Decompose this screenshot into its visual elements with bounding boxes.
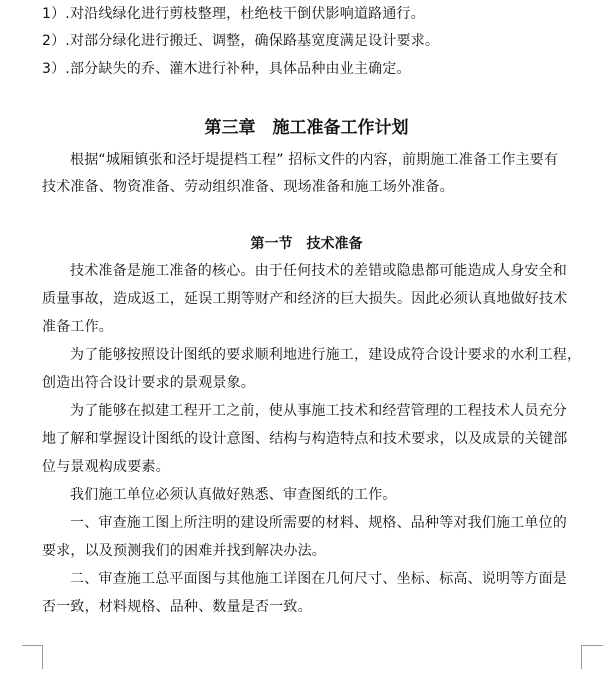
paragraph-5-line-1: 一、审查施工图上所注明的建设所需要的材料、规格、品种等对我们施工单位的	[70, 515, 567, 531]
paragraph-1-line-3: 准备工作。	[42, 319, 113, 335]
paragraph-2-line-1: 为了能够按照设计图纸的要求顺利地进行施工，建设成符合设计要求的水利工程，	[70, 347, 582, 363]
paragraph-1-line-1: 技术准备是施工准备的核心。由于任何技术的差错或隐患都可能造成人身安全和	[70, 263, 567, 279]
chapter-intro-line-2: 技术准备、物资准备、劳动组织准备、现场准备和施工场外准备。	[42, 179, 454, 195]
chapter-intro-line-1: 根据“城厢镇张和泾圩堤提档工程” 招标文件的内容，前期施工准备工作主要有	[70, 152, 559, 168]
margin-corner-left	[22, 645, 43, 669]
paragraph-5-line-2: 要求，以及预测我们的困难并找到解决办法。	[42, 543, 326, 559]
paragraph-6-line-1: 二、审查施工总平面图与其他施工详图在几何尺寸、坐标、标高、说明等方面是	[70, 571, 567, 587]
paragraph-2-line-2: 创造出符合设计要求的景观景象。	[42, 375, 255, 391]
margin-corner-right	[581, 645, 602, 669]
paragraph-3-line-1: 为了能够在拟建工程开工之前，使从事施工技术和经营管理的工程技术人员充分	[70, 403, 567, 419]
paragraph-3-line-3: 位与景观构成要素。	[42, 459, 170, 475]
paragraph-3-line-2: 地了解和掌握设计图纸的设计意图、结构与构造特点和技术要求，以及成景的关键部	[42, 431, 568, 447]
paragraph-6-line-2: 否一致，材料规格、品种、数量是否一致。	[42, 599, 312, 615]
chapter-title: 第三章 施工准备工作计划	[204, 118, 409, 138]
paragraph-4-line-1: 我们施工单位必须认真做好熟悉、审查图纸的工作。	[70, 487, 397, 503]
list-item-3: 3）.部分缺失的乔、灌木进行补种，具体品种由业主确定。	[42, 61, 411, 77]
section-title: 第一节 技术准备	[250, 236, 363, 252]
list-item-1: 1）.对沿线绿化进行剪枝整理，杜绝枝干倒伏影响道路通行。	[42, 6, 425, 22]
paragraph-1-line-2: 质量事故，造成返工，延误工期等财产和经济的巨大损失。因此必须认真地做好技术	[42, 291, 568, 307]
list-item-2: 2）.对部分绿化进行搬迁、调整，确保路基宽度满足设计要求。	[42, 33, 440, 49]
